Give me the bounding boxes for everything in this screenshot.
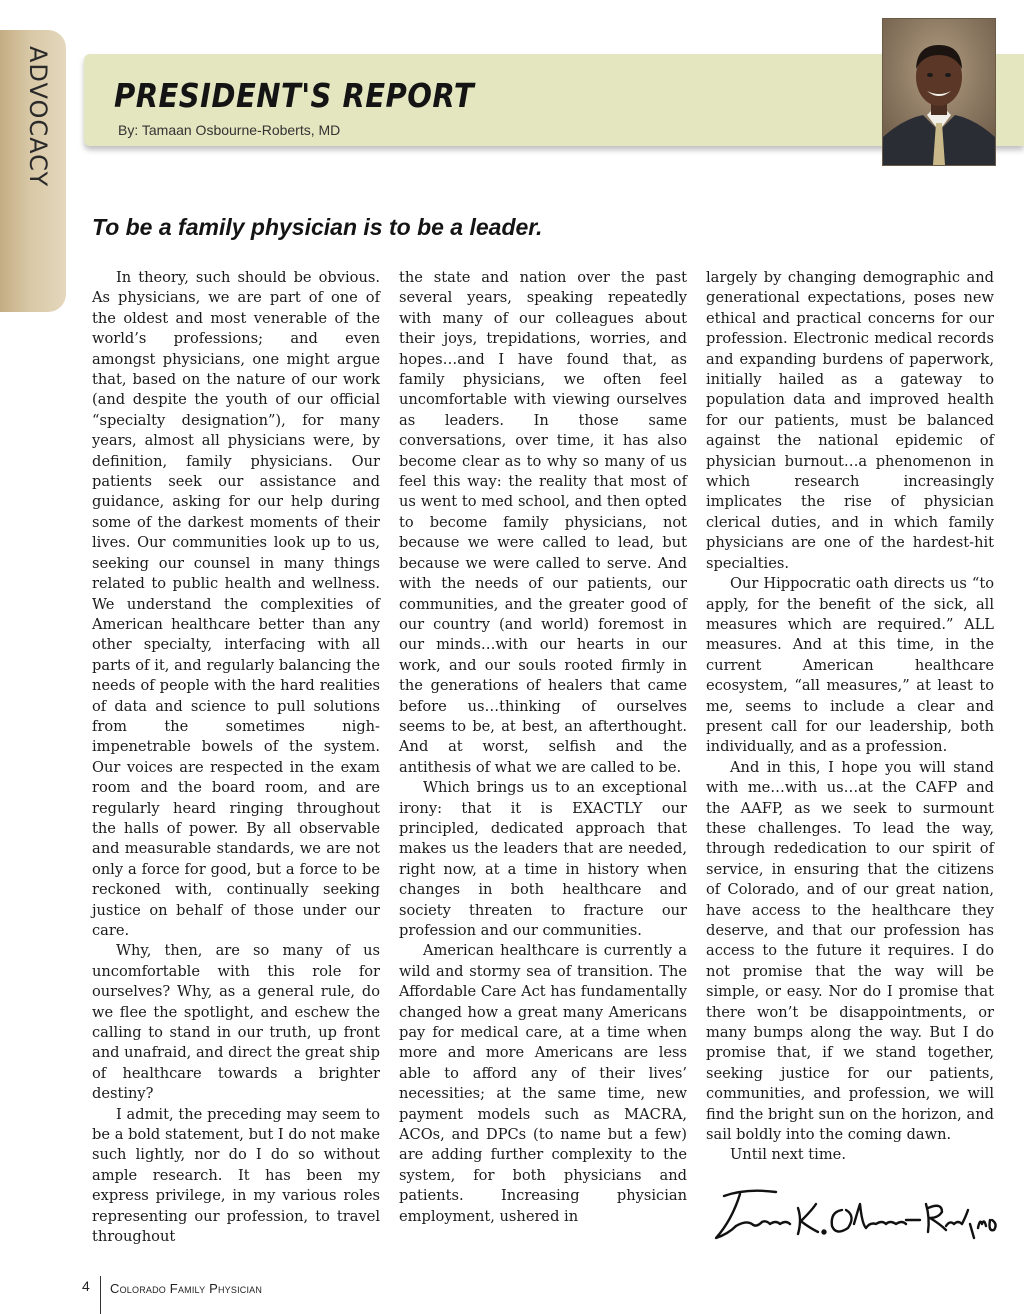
footer-divider: [100, 1276, 101, 1314]
article-column-2: [399, 268, 687, 1227]
paragraph: Until next time.: [730, 1146, 846, 1164]
paragraph: I admit, the preceding may seem to be a bold statement, but I do not make such lightly, nor do I do so without ample research. It has been my express privilege, in my various roles representing our profession, to travel throughout: [92, 1105, 380, 1246]
paragraph: the state and nation over the past several years, speaking repeatedly with many of our colleagues about their joys, trepidations, worries, and hopes…and I have found that, as family physicians, we often feel uncomfortable with viewing ourselves as leaders. In those same conversations, over time, it has also become clear as to why so many of us feel this way: the reality that most of us went to med school, and then opted to become family physicians, not because we were called to lead, but because we were called to serve. And with the needs of our patients, our communities, and the greater good of our country (and world) foremost in our minds…with our hearts in our work, and our souls rooted firmly in the generations of healers that came before us…thinking of ourselves seems to be, at best, an afterthought. And at worst, selfish and the antithesis of what we are called to be.: [399, 269, 687, 776]
section-label: ADVOCACY: [24, 46, 52, 188]
page-number: 4: [82, 1278, 90, 1294]
article-headline: To be a family physician is to be a leader.: [92, 214, 543, 240]
page-title: PRESIDENT'S REPORT: [114, 76, 475, 115]
paragraph: Which brings us to an exceptional irony: that it is EXACTLY our principled, dedicated approach that makes us the leaders that are needed, right now, at a time in history when changes in both healthcare and society threaten to fracture our profession and our communities.: [399, 779, 687, 939]
signature-text: Tamaan K. Osbourne-Roberts, M.D.: [706, 1180, 724, 1181]
publication-name: Colorado Family Physician: [110, 1281, 263, 1296]
paragraph: In theory, such should be obvious. As physicians, we are part of one of the oldest and most venerable of the world’s professions; and even amongst physicians, one might argue that, based on the nature of our work (and despite the youth of our official “specialty designation”), for many years, almost all physicians were, by definition, family physicians. Our patients seek our assistance and guidance, asking for our help during some of the darkest moments of their lives. Our communities look up to us, seeking our counsel in many things related to public health and wellness. We understand the complexities of American healthcare better than any other specialty, interfacing with all parts of it, and regularly balancing the needs of people with the hard realities of data and science to pull solutions from the sometimes nigh-impenetrable bowels of the system. Our voices are respected in the exam room and the board room, and are regularly heard ringing throughout the halls of power. By all observable and measurable standards, we are not only a force for good, but a force to be reckoned with, continually seeking justice on behalf of those under our care.: [92, 269, 380, 939]
paragraph: American healthcare is currently a wild and stormy sea of transition. The Affordable Care Act has fundamentally changed how a great many Americans pay for medical care, at a time when more and more Americans are less able to afford any of their lives’ necessities; at the same time, new payment models such as MACRA, ACOs, and DPCs (to name but a few) are adding further complexity to the system, for both physicians and patients. Increasing physician employment, ushered in: [399, 942, 687, 1225]
article-column-3: [706, 268, 994, 1166]
paragraph: largely by changing demographic and generational expectations, poses new ethical and practical concerns for our profession. Electronic medical records and expanding burdens of paperwork, initially hailed as a gateway to population data and improved health for our patients, must be balanced against the national epidemic of physician burnout…a phenomenon in which research increasingly implicates the rise of physician clerical duties, and in which family physicians are one of the hardest-hit specialties.: [706, 269, 994, 572]
portrait-image: [883, 19, 995, 165]
paragraph: And in this, I hope you will stand with me…with us…at the CAFP and the AAFP, as we seek to surmount these challenges. To lead the way, through rededication to our spirit of service, in ensuring that the citizens of Colorado, and of our great nation, have access to the healthcare they deserve, and that our profession has access to the future it requires. I do not promise that the way will be simple, or easy. Nor do I promise that there won’t be disappointments, or many bumps along the way. But I do promise that, if we stand together, seeking justice for our patients, communities, and profession, we will find the bright sun on the horizon, and sail boldly into the coming dawn.: [706, 758, 994, 1144]
author-signature: [706, 1180, 998, 1250]
byline: By: Tamaan Osbourne-Roberts, MD: [118, 122, 341, 138]
author-portrait: [882, 18, 996, 166]
paragraph: Our Hippocratic oath directs us “to apply, for the benefit of the sick, all measures which are required.” ALL measures. And at this time, in the current American healthcare ecosystem, “all measures,” at least to me, seems to include a clear and present call for our leadership, both individually, and as a profession.: [706, 575, 994, 756]
article-column-1: [92, 268, 380, 1248]
paragraph: Why, then, are so many of us uncomfortable with this role for ourselves? Why, as a general rule, do we flee the spotlight, and eschew the calling to stand in our truth, up front and unafraid, and direct the great ship of healthcare towards a brighter destiny?: [92, 942, 380, 1103]
